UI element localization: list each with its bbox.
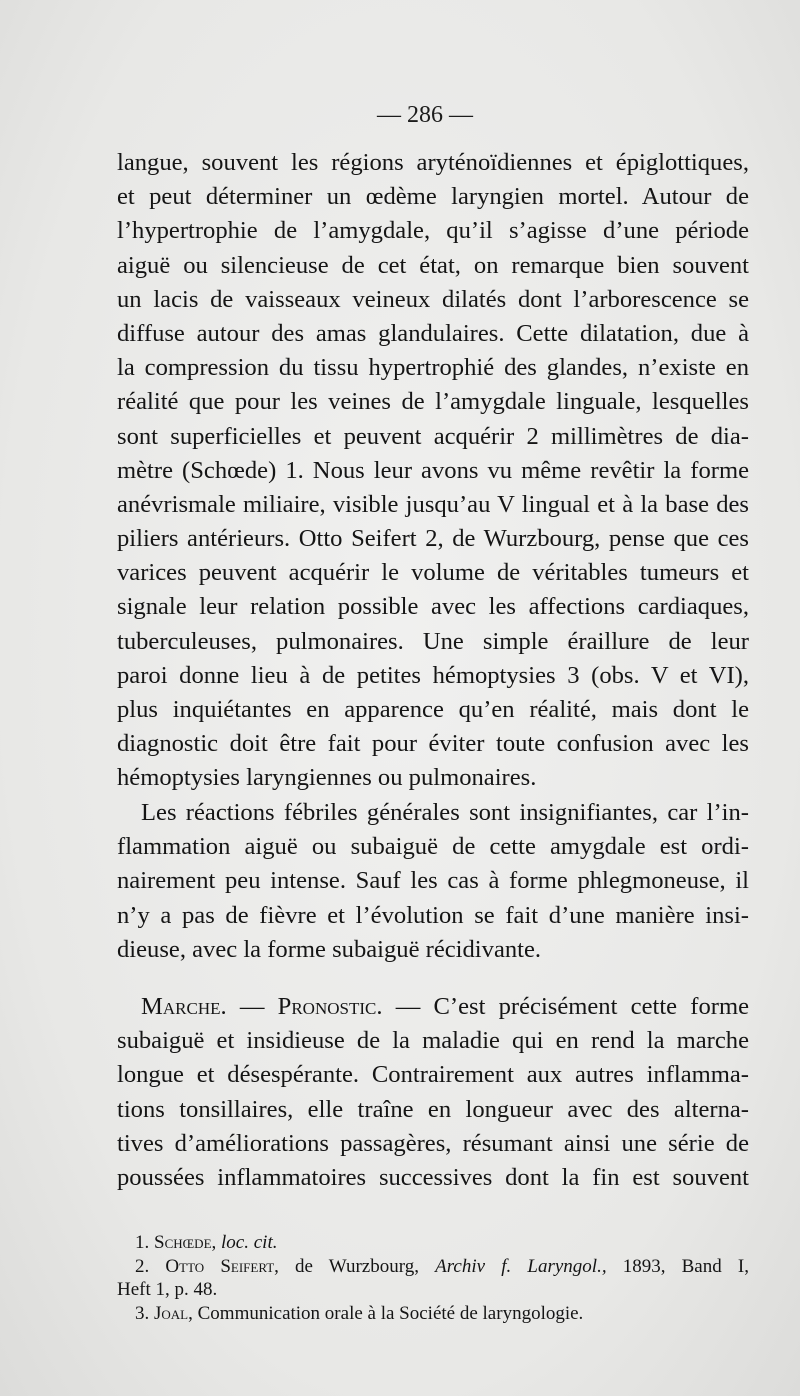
text-line: signale leur relation possible avec les affections cardiaques, [117,593,749,621]
text-line: subaiguë et insidieuse de la maladie qui en rend la marche [117,1027,749,1055]
text-line: paroi donne lieu à de petites hémoptysies 3 (obs. V et VI), [117,661,749,689]
footnote-number: 2. [135,1255,150,1277]
section-heading-line [117,990,749,1024]
paragraph-2 [117,796,749,967]
footnote-2 [117,1255,749,1279]
footnote-number: 3. [135,1302,150,1324]
text-line: varices peuvent acquérir le volume de véritables tumeurs et [117,559,749,587]
footnote-author: Joal, [154,1302,193,1324]
text-line: hémoptysies laryngiennes ou pulmonaires. [117,764,537,792]
text-line: piliers antérieurs. Otto Seifert 2, de Wurzbourg, pense que ces [117,525,749,553]
text-line: réalité que pour les veines de l’amygdale linguale, lesquelles [117,388,749,416]
paragraph-1 [117,146,749,796]
footnote-author: Schœde, [154,1232,217,1253]
text-line: un lacis de vaisseaux veineux dilatés dont l’arborescence se [117,285,749,313]
text-line: Les réactions fébriles générales sont insignifiantes, car l’in- [141,799,749,826]
text-line: poussées inflammatoires successives dont la fin est souvent [117,1163,749,1191]
paragraph-3 [117,990,749,1195]
text-line: nairement peu intense. Sauf les cas à forme phlegmoneuse, il [117,867,749,895]
text-line: mètre (Schœde) 1. Nous leur avons vu même revêtir la forme [117,456,749,484]
footnote-journal: Archiv f. Laryngol., [435,1255,607,1277]
footnote-number: 1. [135,1232,150,1253]
text-line: langue, souvent les régions aryténoïdiennes et épiglottiques, [117,149,749,176]
text-line: — C’est précisément cette forme [382,993,749,1020]
text-line: et peut déterminer un œdème laryngien mortel. Autour de [117,183,749,211]
text-line: n’y a pas de fièvre et l’évolution se fait d’une manière insi- [117,901,749,929]
text-line: longue et désespérante. Contrairement aux autres inflamma- [117,1061,749,1089]
footnote-text: 1893, Band I, [606,1255,749,1277]
text-line: tuberculeuses, pulmonaires. Une simple éraillure de leur [117,627,749,655]
text-line: plus inquiétantes en apparence qu’en réalité, mais dont le [117,696,749,723]
footnote-author: Otto Seifert, [165,1255,279,1277]
footnote-text: loc. cit. [216,1232,278,1253]
text-line: l’hypertrophie de l’amygdale, qu’il s’agisse d’une période [117,217,749,245]
footnote-2-continued: Heft 1, p. 48. [117,1279,218,1300]
footnote-3 [117,1302,749,1326]
text-line: flammation aiguë ou subaiguë de cette amygdale est ordi- [117,833,749,861]
text-line: anévrismale miliaire, visible jusqu’au V lingual et à la base des [117,490,749,518]
footnote-1 [117,1231,749,1255]
text-line: diagnostic doit être fait pour éviter toute confusion avec les [117,730,749,758]
text-line: tions tonsillaires, elle traîne en longueur avec des alterna- [117,1095,749,1123]
text-line: tives d’améliorations passagères, résumant ainsi une série de [117,1129,749,1157]
text-line: diffuse autour des amas glandulaires. Cette dilatation, due à [117,319,749,347]
text-line: dieuse, avec la forme subaiguë récidivante. [117,935,542,963]
text-line: sont superficielles et peuvent acquérir 2 millimètres de dia- [117,422,749,450]
footnote-text: Communication orale à la Société de laryngologie. [192,1302,584,1324]
text-line: la compression du tissu hypertrophié des glandes, n’existe en [117,354,749,382]
page-number: — 286 — [377,102,473,128]
text-line: aiguë ou silencieuse de cet état, on remarque bien souvent [117,251,749,279]
footnotes [117,1231,749,1325]
section-heading: Marche. — Pronostic. [141,993,383,1020]
footnote-text: de Wurzbourg, [278,1255,436,1277]
